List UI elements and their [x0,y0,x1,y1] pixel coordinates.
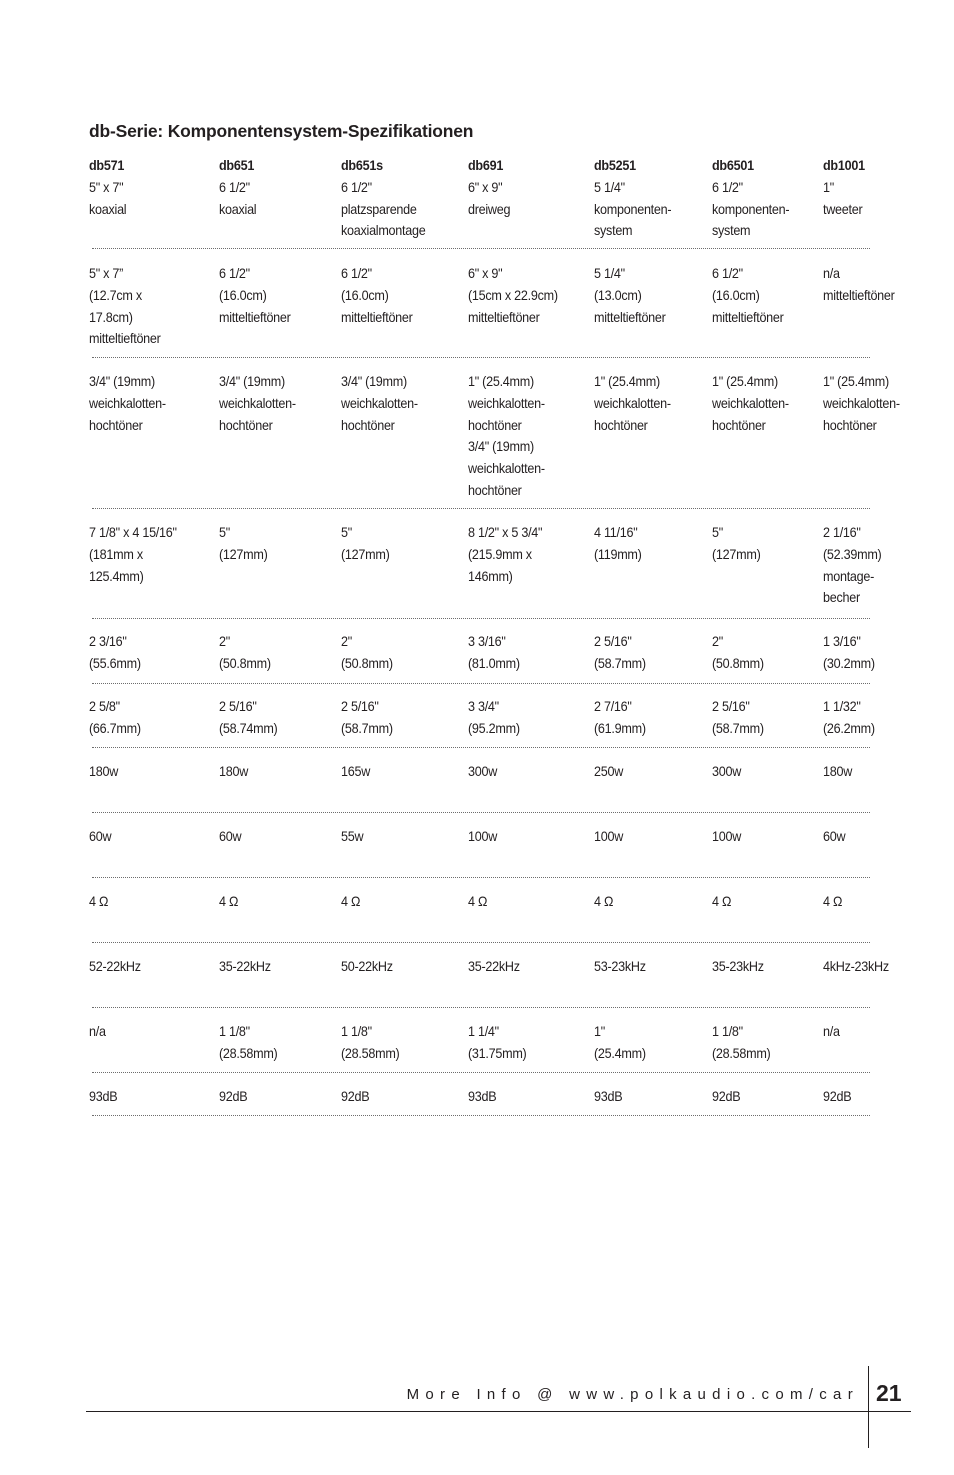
spec-cell: 2 5/8" (66.7mm) [89,698,141,736]
spec-cell: 1 3/16" (30.2mm) [823,633,875,671]
model-name: db651 [219,157,255,173]
model-type: dreiweg [468,200,511,217]
model-cell [219,155,256,220]
model-name: db1001 [823,157,865,173]
spec-cell: 35-23kHz [712,958,764,974]
model-type: koaxial [219,200,257,217]
row-divider [92,747,870,748]
spec-cell: 2 5/16" (58.74mm) [219,698,278,736]
spec-cell: 2" (50.8mm) [341,633,393,671]
spec-cell: 3 3/4" (95.2mm) [468,698,520,736]
spec-cell: n/a [89,1023,106,1039]
model-cell [823,155,865,220]
spec-cell: 53-23kHz [594,958,646,974]
spec-cell: 180w [89,763,119,779]
spec-cell: 300w [468,763,498,779]
spec-cell: 60w [89,828,112,844]
row-divider [92,248,870,249]
spec-cell: 2 5/16" (58.7mm) [341,698,393,736]
spec-cell: n/a mitteltieftöner [823,265,895,303]
model-size: 1" [823,178,834,195]
spec-cell: 1" (25.4mm) weichkalotten- hochtöner [823,373,900,433]
spec-cell: 1" (25.4mm) [594,1023,646,1061]
spec-cell: 60w [823,828,846,844]
spec-cell: 6 1/2" (16.0cm) mitteltieftöner [219,265,291,325]
row-divider [92,942,870,943]
spec-cell: 3/4" (19mm) weichkalotten- hochtöner [341,373,418,433]
row-divider [92,877,870,878]
model-size: 6" x 9" [468,178,503,195]
spec-cell: 93dB [89,1088,118,1104]
spec-cell: 60w [219,828,242,844]
spec-cell: 3/4" (19mm) weichkalotten- hochtöner [219,373,296,433]
spec-cell: 7 1/8" x 4 15/16" (181mm x 125.4mm) [89,524,177,584]
spec-cell: 1 1/4" (31.75mm) [468,1023,527,1061]
spec-cell: 1 1/32" (26.2mm) [823,698,875,736]
spec-cell: 4 Ω [823,893,843,909]
model-type: koaxial [89,200,127,217]
spec-cell: 2 1/16" (52.39mm) montage- becher [823,524,882,606]
spec-cell: 4 Ω [219,893,239,909]
spec-cell: 50-22kHz [341,958,393,974]
spec-cell: 1 1/8" (28.58mm) [219,1023,278,1061]
model-cell [341,155,425,242]
model-type: komponenten- system [594,200,672,239]
spec-cell: 93dB [468,1088,497,1104]
spec-cell: 92dB [712,1088,741,1104]
spec-cell: 4 Ω [468,893,488,909]
spec-cell: 250w [594,763,624,779]
model-cell [594,155,671,242]
model-size: 6 1/2" [341,178,372,195]
model-cell [712,155,789,242]
spec-cell: 2" (50.8mm) [219,633,271,671]
spec-cell: 165w [341,763,371,779]
spec-cell: 2 5/16" (58.7mm) [712,698,764,736]
row-divider [92,812,870,813]
model-cell [468,155,510,220]
spec-cell: 52-22kHz [89,958,141,974]
page-title: db-Serie: Komponentensystem-Spezifikationen [89,121,474,141]
model-name: db6501 [712,157,754,173]
spec-cell: 3 3/16" (81.0mm) [468,633,520,671]
model-size: 6 1/2" [712,178,743,195]
spec-cell: 100w [594,828,624,844]
spec-cell: 35-22kHz [468,958,520,974]
spec-cell: 1" (25.4mm) weichkalotten- hochtöner 3/4" (19mm) weichkalotten- hochtöner [468,373,545,498]
model-type: platzsparende koaxialmontage [341,200,426,239]
spec-cell: 300w [712,763,742,779]
spec-cell: 5 1/4" (13.0cm) mitteltieftöner [594,265,666,325]
spec-cell: 6 1/2" (16.0cm) mitteltieftöner [712,265,784,325]
spec-cell: 2" (50.8mm) [712,633,764,671]
spec-cell: 4 Ω [341,893,361,909]
spec-cell: 4kHz-23kHz [823,958,889,974]
model-type: komponenten- system [712,200,790,239]
row-divider [92,508,870,509]
model-type: tweeter [823,200,863,217]
spec-cell: 180w [823,763,853,779]
model-name: db5251 [594,157,636,173]
spec-cell: 5" x 7” (12.7cm x 17.8cm) mitteltieftöner [89,265,161,347]
spec-cell: 35-22kHz [219,958,271,974]
spec-cell: n/a [823,1023,840,1039]
row-divider [92,357,870,358]
spec-cell: 100w [468,828,498,844]
spec-cell: 1" (25.4mm) weichkalotten- hochtöner [594,373,671,433]
model-size: 5" x 7" [89,178,124,195]
spec-cell: 6" x 9" (15cm x 22.9cm) mitteltieftöner [468,265,558,325]
spec-cell: 92dB [219,1088,248,1104]
spec-cell: 2 5/16" (58.7mm) [594,633,646,671]
row-divider [92,1007,870,1008]
spec-cell: 93dB [594,1088,623,1104]
spec-cell: 4 Ω [712,893,732,909]
spec-cell: 100w [712,828,742,844]
footer-info-text: More Info @ www.polkaudio.com/car [406,1386,859,1403]
spec-cell: 5" (127mm) [341,524,390,562]
spec-cell: 6 1/2" (16.0cm) mitteltieftöner [341,265,413,325]
model-size: 6 1/2" [219,178,250,195]
spec-cell: 2 3/16" (55.6mm) [89,633,141,671]
spec-cell: 92dB [823,1088,852,1104]
spec-cell: 55w [341,828,364,844]
spec-cell: 1 1/8" (28.58mm) [712,1023,771,1061]
spec-cell: 5" (127mm) [219,524,268,562]
row-divider [92,618,870,619]
spec-cell: 4 Ω [594,893,614,909]
model-name: db651s [341,157,383,173]
row-divider [92,1115,870,1116]
page-number: 21 [876,1380,902,1406]
row-divider [92,1072,870,1073]
model-name: db691 [468,157,504,173]
model-size: 5 1/4" [594,178,625,195]
spec-cell: 180w [219,763,249,779]
spec-cell: 3/4" (19mm) weichkalotten- hochtöner [89,373,166,433]
footer-rule [86,1411,911,1412]
model-cell [89,155,126,220]
row-divider [92,683,870,684]
spec-cell: 8 1/2" x 5 3/4" (215.9mm x 146mm) [468,524,543,584]
spec-cell: 2 7/16" (61.9mm) [594,698,646,736]
spec-cell: 4 Ω [89,893,109,909]
model-name: db571 [89,157,125,173]
spec-cell: 5" (127mm) [712,524,761,562]
footer-vertical-rule [868,1366,869,1448]
spec-cell: 92dB [341,1088,370,1104]
spec-cell: 4 11/16" (119mm) [594,524,642,562]
spec-cell: 1 1/8" (28.58mm) [341,1023,400,1061]
spec-cell: 1" (25.4mm) weichkalotten- hochtöner [712,373,789,433]
